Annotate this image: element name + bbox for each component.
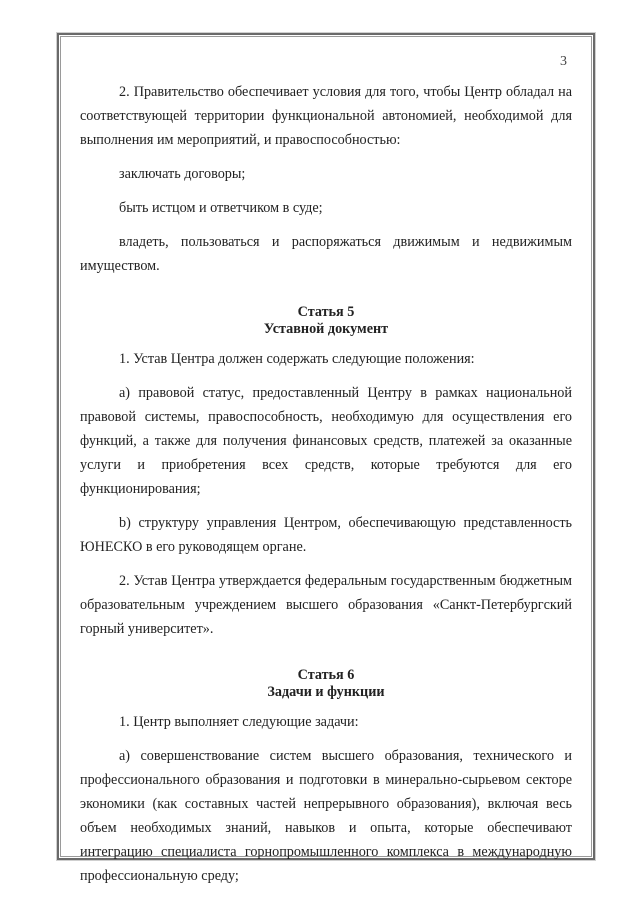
paragraph: владеть, пользоваться и распоряжаться движимым и недвижимым имуществом. bbox=[80, 234, 572, 274]
paragraph: b) структуру управления Центром, обеспечивающую представленность ЮНЕСКО в его руководящем органе. bbox=[80, 515, 572, 555]
paragraph: a) совершенствование систем высшего образования, технического и профессионального образования и подготовки в минерально-сырьевом секторе экономики (как составных частей непрерывного образования), включая весь объем необходимых знаний, навыков и опыта, которые обеспечивают интеграцию специалиста горнопромышленного комплекса в международную профессиональную среду; bbox=[80, 748, 572, 884]
paragraph: быть истцом и ответчиком в суде; bbox=[119, 200, 323, 216]
document-body bbox=[80, 80, 572, 888]
paragraph: 2. Правительство обеспечивает условия для того, чтобы Центр обладал на соответствующей территории функциональной автономией, необходимой для выполнения им мероприятий, и правоспособностью: bbox=[80, 84, 572, 148]
paragraph: 2. Устав Центра утверждается федеральным государственным бюджетным образовательным учреждением высшего образования «Санкт-Петербургский горный университет». bbox=[80, 573, 572, 637]
paragraph: a) правовой статус, предоставленный Центру в рамках национальной правовой системы, правоспособность, необходимую для осуществления его функций, а также для получения финансовых средств, платежей за оказанные услуги и приобретения всех средств, которые требуются для его функционирования; bbox=[80, 385, 572, 497]
paragraph: 1. Центр выполняет следующие задачи: bbox=[119, 714, 359, 730]
article-number: Статья 6 bbox=[297, 667, 355, 683]
page-number: 3 bbox=[560, 54, 567, 69]
article-title: Уставной документ bbox=[263, 321, 389, 337]
article-title: Задачи и функции bbox=[267, 684, 385, 700]
article-number: Статья 5 bbox=[297, 304, 355, 320]
paragraph: заключать договоры; bbox=[119, 166, 246, 182]
paragraph: 1. Устав Центра должен содержать следующие положения: bbox=[119, 351, 475, 367]
